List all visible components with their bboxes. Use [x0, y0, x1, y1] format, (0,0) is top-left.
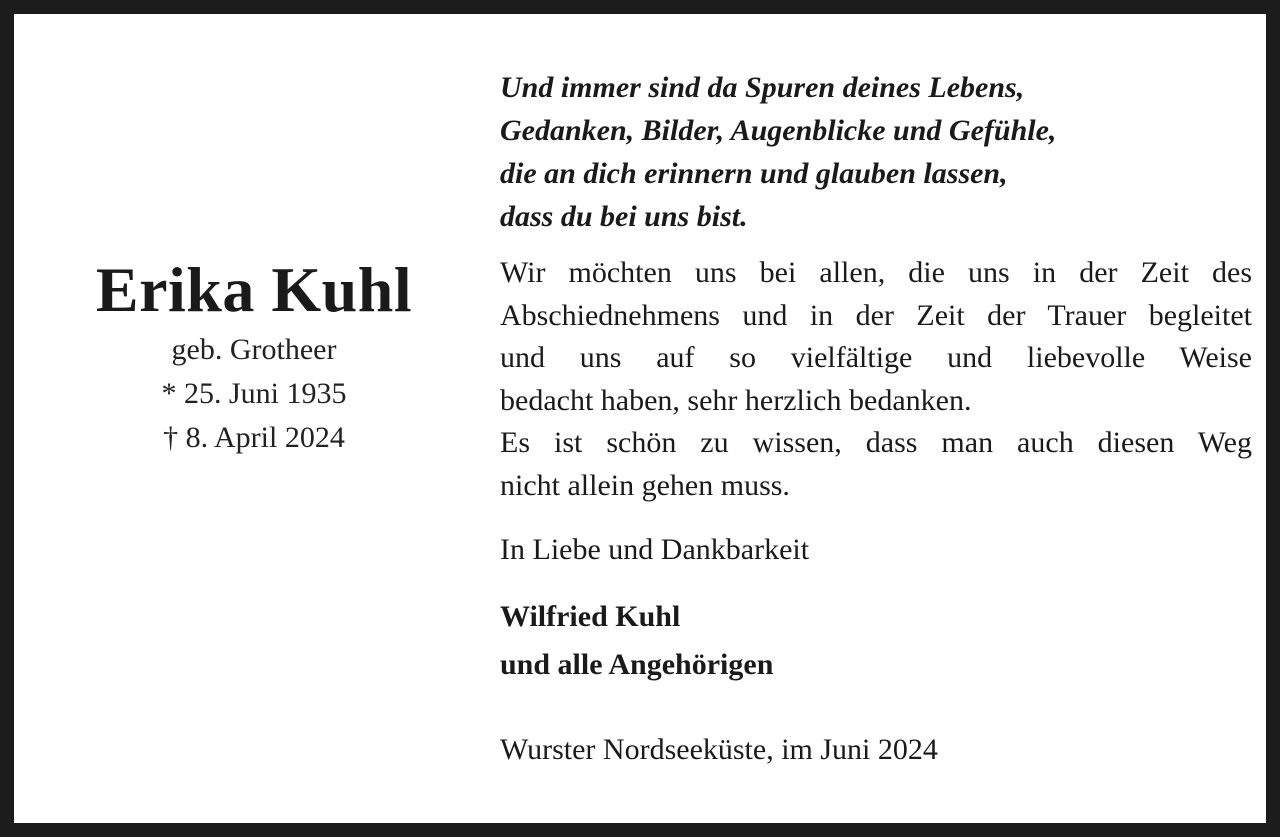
place-date: Wurster Nordseeküste, im Juni 2024: [500, 733, 938, 766]
closing-line: In Liebe und Dankbarkeit: [500, 533, 810, 566]
deceased-name: Erika Kuhl: [95, 254, 413, 325]
poem-line: Gedanken, Bilder, Augenblicke und Gefühle,: [500, 114, 1057, 147]
thanks-line: nicht allein gehen muss.: [500, 468, 790, 502]
thanks-line: und uns auf so vielfältige und liebevolle Weise: [500, 341, 1252, 374]
poem-line: dass du bei uns bist.: [500, 200, 748, 233]
signers: [500, 593, 1252, 689]
birth-date: * 25. Juni 1935: [161, 377, 347, 410]
poem-line: Und immer sind da Spuren deines Lebens,: [500, 71, 1025, 104]
message-block: [500, 66, 1252, 771]
death-date: † 8. April 2024: [163, 421, 345, 454]
maiden-name: geb. Grotheer: [171, 333, 337, 366]
thanks-line: Wir möchten uns bei allen, die uns in der Zeit des: [500, 256, 1252, 289]
poem-line: die an dich erinnern und glauben lassen,: [500, 157, 1008, 190]
thanks-line: bedacht haben, sehr herzlich bedanken.: [500, 383, 972, 417]
signer-others: und alle Angehörigen: [500, 648, 774, 681]
deceased-block: [74, 252, 434, 460]
thanks-line: Abschiednehmens und in der Zeit der Trauer begleitet: [500, 298, 1252, 332]
thanks-paragraph: [500, 252, 1252, 507]
signer-name: Wilfried Kuhl: [500, 600, 681, 633]
thanks-line: Es ist schön zu wissen, dass man auch diesen Weg: [500, 426, 1252, 459]
poem: [500, 66, 1252, 238]
